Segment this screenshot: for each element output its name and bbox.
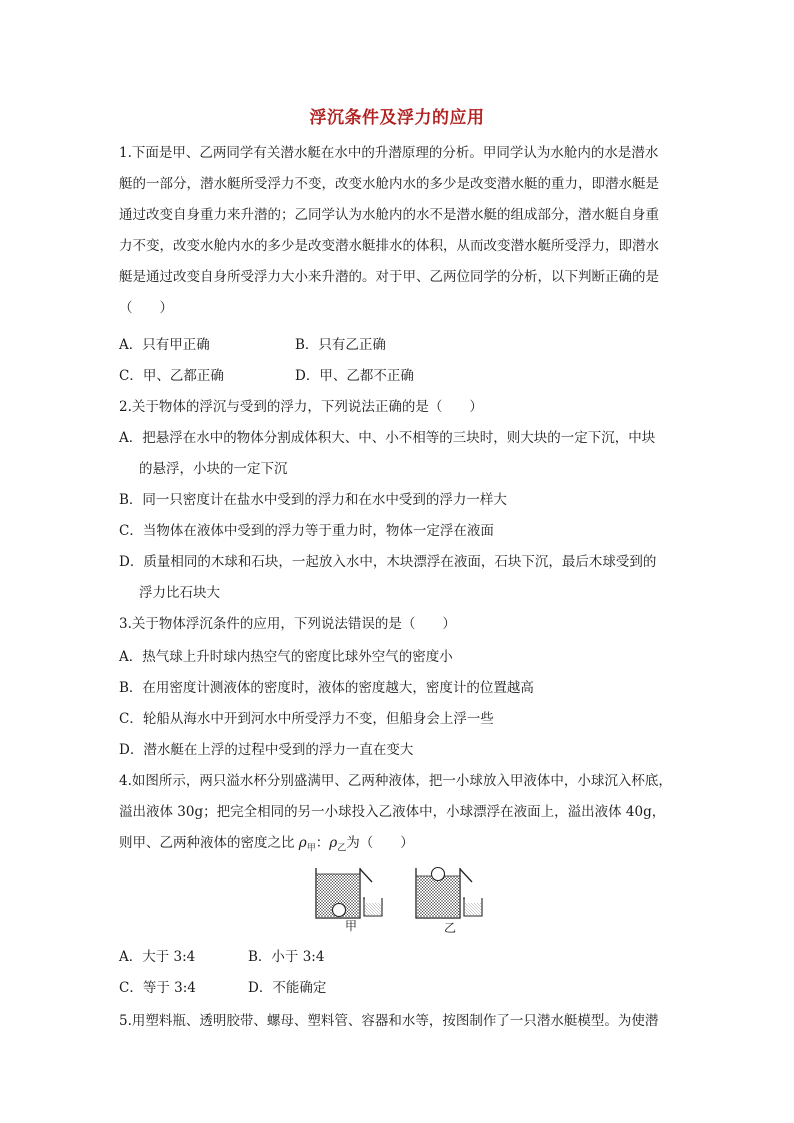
q1-option-d: D．甲、乙都不正确 — [295, 368, 414, 384]
question-1-stem — [119, 138, 679, 324]
q2-option-d: D．质量相同的木球和石块，一起放入水中，木块漂浮在液面，石块下沉，最后木球受到的 — [119, 554, 657, 570]
q3-option-d: D．潜水艇在上浮的过程中受到的浮力一直在变大 — [119, 742, 414, 758]
rho-subscript-jia: 甲 — [306, 843, 316, 854]
q1-option-b: B．只有乙正确 — [295, 337, 386, 353]
overflow-cups-figure — [310, 862, 490, 938]
q1-line: 艇的一部分，潜水艇所受浮力不变，改变水舱内水的多少是改变潜水艇的重力，即潜水艇是 — [119, 176, 659, 192]
figure-label-yi: 乙 — [444, 921, 457, 934]
q1-line: 通过改变自身重力来升潜的；乙同学认为水舱内的水不是潜水艇的组成部分，潜水艇自身重 — [119, 207, 659, 223]
q3-option-c: C．轮船从海水中开到河水中所受浮力不变，但船身会上浮一些 — [119, 711, 494, 727]
q2-option-c: C．当物体在液体中受到的浮力等于重力时，物体一定浮在液面 — [119, 523, 494, 539]
q4-last-prefix: 则甲、乙两种液体的密度之比 — [119, 835, 299, 851]
q2-option-a: A．把悬浮在水中的物体分割成体积大、中、小不相等的三块时，则大块的一定下沉，中块 — [119, 430, 656, 446]
rho-symbol: ρ — [298, 835, 307, 851]
question-2-stem: 2.关于物体的浮沉与受到的浮力，下列说法正确的是（ ） — [119, 399, 483, 415]
q1-line: 力不变，改变水舱内水的多少是改变潜水艇排水的体积，从而改变潜水艇所受浮力，即潜水 — [119, 238, 659, 254]
rho-subscript-yi: 乙 — [337, 843, 347, 854]
figure-drawing — [310, 862, 490, 934]
question-3-stem: 3.关于物体浮沉条件的应用，下列说法错误的是（ ） — [119, 616, 456, 632]
q4-line-last — [119, 831, 414, 854]
q4-line: 4.如图所示，两只溢水杯分别盛满甲、乙两种液体，把一小球放入甲液体中，小球沉入杯底， — [119, 773, 672, 789]
q4-line: 溢出液体 30g；把完全相同的另一小球投入乙液体中，小球漂浮在液面上，溢出液体 40g， — [119, 804, 666, 820]
q1-line: （ ） — [119, 300, 173, 316]
question-5-stem: 5.用塑料瓶、透明胶带、螺母、塑料管、容器和水等，按图制作了一只潜水艇模型。为使潜 — [119, 1013, 659, 1029]
q4-option-a: A．大于 3:4 — [119, 949, 196, 965]
q3-option-a: A．热气球上升时球内热空气的密度比球外空气的密度小 — [119, 649, 453, 665]
page-title: 浮沉条件及浮力的应用 — [309, 108, 485, 128]
q2-option-d-cont: 浮力比石块大 — [139, 585, 220, 601]
q2-option-a-cont: 的悬浮，小块的一定下沉 — [139, 461, 288, 477]
figure-label-jia: 甲 — [345, 919, 358, 933]
q4-option-c: C．等于 3:4 — [119, 980, 196, 996]
q4-option-b: B．小于 3:4 — [248, 949, 325, 965]
q1-line: 艇是通过改变自身所受浮力大小来升潜的。对于甲、乙两位同学的分析，以下判断正确的是 — [119, 269, 659, 285]
q3-option-b: B．在用密度计测液体的密度时，液体的密度越大，密度计的位置越高 — [119, 680, 534, 696]
ratio-colon: ： — [315, 835, 330, 851]
beaker-jia — [363, 898, 382, 916]
beaker-yi — [463, 898, 482, 916]
q1-line: 1.下面是甲、乙两同学有关潜水艇在水中的升潜原理的分析。甲同学认为水舱内的水是潜水 — [119, 145, 659, 161]
rho-symbol: ρ — [329, 835, 338, 851]
q2-option-b: B．同一只密度计在盐水中受到的浮力和在水中受到的浮力一样大 — [119, 492, 507, 508]
q1-option-c: C．甲、乙都正确 — [119, 368, 224, 384]
q4-last-suffix: 为（ ） — [346, 835, 414, 851]
q4-option-d: D．不能确定 — [248, 980, 327, 996]
q1-option-a: A．只有甲正确 — [119, 337, 210, 353]
